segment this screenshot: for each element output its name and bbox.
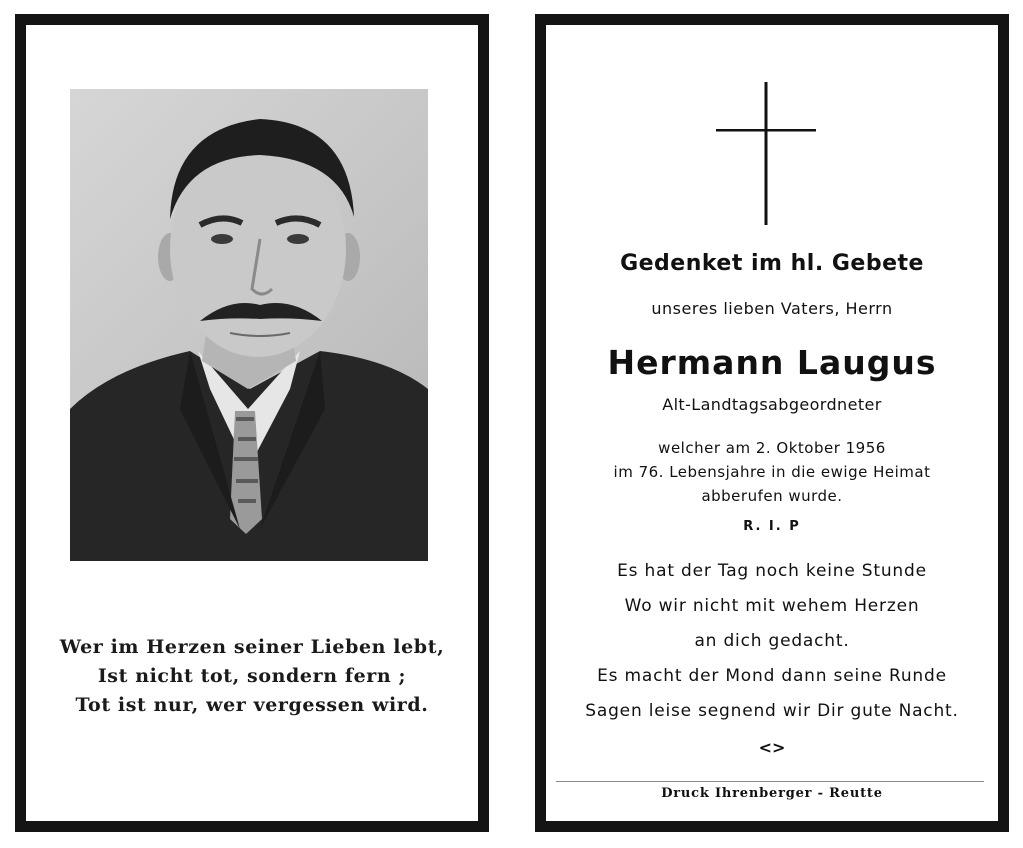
poem-line: Wo wir nicht mit wehem Herzen (624, 596, 920, 616)
left-card (15, 14, 489, 832)
right-card (535, 14, 1009, 832)
verse-line: Wer im Herzen seiner Lieben lebt, (59, 636, 445, 658)
deceased-name: Hermann Laugus (607, 343, 937, 382)
divider (556, 781, 984, 782)
subheading: unseres lieben Vaters, Herrn (651, 299, 893, 318)
rip-text: R. I. P (743, 519, 801, 534)
death-line: abberufen wurde. (701, 487, 843, 505)
poem-line: Sagen leise segnend wir Dir gute Nacht. (585, 701, 959, 721)
portrait-photo (70, 89, 428, 561)
death-line: welcher am 2. Oktober 1956 (658, 439, 886, 457)
verse-line: Tot ist nur, wer vergessen wird. (75, 694, 429, 716)
verse-line: Ist nicht tot, sondern fern ; (97, 665, 407, 687)
ornament: <> (758, 738, 786, 757)
memorial-verse (26, 633, 478, 720)
death-line: im 76. Lebensjahre in die ewige Heimat (613, 463, 931, 481)
printer-credit: Druck Ihrenberger - Reutte (661, 786, 883, 801)
office-title: Alt-Landtagsabgeordneter (662, 395, 882, 414)
poem-line: Es hat der Tag noch keine Stunde (617, 561, 927, 581)
poem-line: Es macht der Mond dann seine Runde (597, 666, 947, 686)
cross-icon (716, 82, 816, 225)
heading: Gedenket im hl. Gebete (620, 251, 924, 276)
poem-line: an dich gedacht. (694, 631, 850, 651)
